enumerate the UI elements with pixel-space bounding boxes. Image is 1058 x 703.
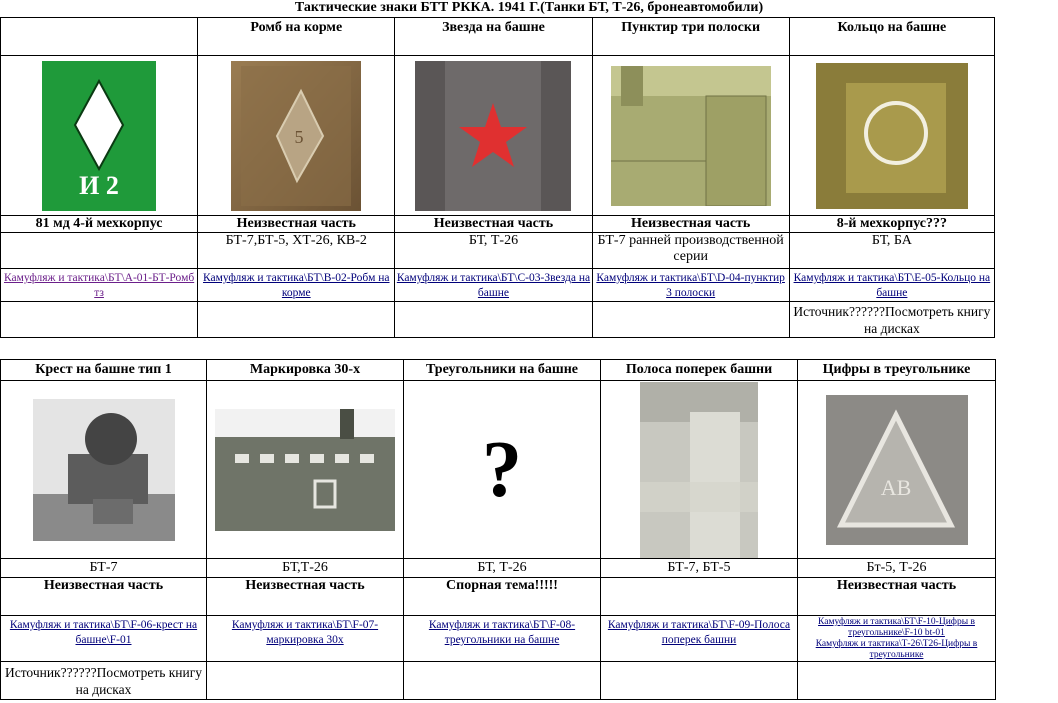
image-cell [1, 381, 207, 559]
unit-cell: Неизвестная часть [798, 578, 996, 616]
folder-link[interactable]: Камуфляж и тактика\БТ\F-08-треугольники на башне [404, 616, 601, 662]
turret-cross-photo [33, 399, 175, 541]
vehicle-cell: БТ-7 [1, 559, 207, 578]
folder-link[interactable]: Камуфляж и тактика\БТ\B-02-Робм на корме [198, 269, 395, 302]
header-cell: Полоса поперек башни [601, 360, 798, 381]
image-cell [798, 381, 996, 559]
unit-cell: Неизвестная часть [1, 578, 207, 616]
image-cell [395, 56, 592, 216]
unit-cell [601, 578, 798, 616]
header-cell: Пунктир три полоски [592, 18, 789, 56]
numbers-triangle-photo [826, 395, 968, 545]
folder-link[interactable]: Камуфляж и тактика\БТ\F-07-маркировка 30х [207, 616, 404, 662]
source-cell [601, 662, 798, 700]
folder-link[interactable]: Камуфляж и тактика\БТ\F-06-крест на башне\F-01 [1, 616, 207, 662]
unit-cell: Неизвестная часть [198, 216, 395, 233]
markings-table-1 [0, 17, 995, 338]
turret-star-photo [415, 61, 571, 211]
svg-text:5: 5 [294, 126, 304, 147]
badge-label: И 2 [79, 170, 119, 200]
source-cell: Источник??????Посмотреть книгу на дисках [789, 302, 994, 338]
source-cell [1, 302, 198, 338]
dashed-stripes-photo [611, 66, 771, 206]
unit-cell: Неизвестная часть [592, 216, 789, 233]
page-title: Тактические знаки БТТ РККА. 1941 Г.(Танки БТ, Т-26, бронеавтомобили) [294, 0, 764, 15]
markings-table-2 [0, 359, 996, 700]
folder-link[interactable]: Камуфляж и тактика\БТ\E-05-Кольцо на башне [789, 269, 994, 302]
svg-text:AB: AB [880, 474, 911, 500]
hull-rhomb-photo [231, 61, 361, 211]
image-cell [592, 56, 789, 216]
unknown-mark: ? [482, 425, 522, 514]
image-cell [1, 56, 198, 216]
header-cell: Ромб на корме [198, 18, 395, 56]
folder-link[interactable]: Камуфляж и тактика\БТ\F-09-Полоса поперек башни [601, 616, 798, 662]
source-cell [798, 662, 996, 700]
diamond-marking-image [42, 61, 156, 211]
vehicle-cell [1, 233, 198, 269]
turret-ring-photo [816, 63, 968, 209]
folder-link[interactable]: Камуфляж и тактика\БТ\C-03-Звезда на башне [395, 269, 592, 302]
vehicle-cell: БТ-7,БТ-5, ХТ-26, КВ-2 [198, 233, 395, 269]
folder-link[interactable]: Камуфляж и тактика\БТ\A-01-БТ-Ромб тз [1, 269, 198, 302]
image-cell [789, 56, 994, 216]
header-cell: Маркировка 30-х [207, 360, 404, 381]
folder-link[interactable]: Камуфляж и тактика\БТ\D-04-пунктир 3 полоски [592, 269, 789, 302]
header-cell [1, 18, 198, 56]
image-cell [198, 56, 395, 216]
unit-cell: Спорная тема!!!!! [404, 578, 601, 616]
unit-cell: 8-й мехкорпус??? [789, 216, 994, 233]
source-cell: Источник??????Посмотреть книгу на дисках [1, 662, 207, 700]
unit-cell: Неизвестная часть [395, 216, 592, 233]
folder-link[interactable]: Камуфляж и тактика\БТ\F-10-Цифры в треугольнике\F-10 bt-01 [818, 617, 975, 638]
header-cell: Кольцо на башне [789, 18, 994, 56]
vehicle-cell: БТ-7, БТ-5 [601, 559, 798, 578]
source-cell [395, 302, 592, 338]
source-cell [592, 302, 789, 338]
source-cell [404, 662, 601, 700]
vehicle-cell: БТ,Т-26 [207, 559, 404, 578]
header-cell: Цифры в треугольнике [798, 360, 996, 381]
turret-stripe-photo [640, 382, 758, 558]
marking-30s-photo [215, 409, 395, 531]
folder-links-cell [798, 616, 996, 662]
source-cell [198, 302, 395, 338]
header-cell: Треугольники на башне [404, 360, 601, 381]
header-cell: Звезда на башне [395, 18, 592, 56]
source-cell [207, 662, 404, 700]
unit-cell: 81 мд 4-й мехкорпус [1, 216, 198, 233]
vehicle-cell: Бт-5, Т-26 [798, 559, 996, 578]
vehicle-cell: БТ-7 ранней производственной серии [592, 233, 789, 269]
folder-link[interactable]: Камуфляж и тактика\Т-26\Т26-Цифры в треугольнике [815, 639, 978, 660]
image-cell [207, 381, 404, 559]
question-cell [404, 381, 601, 559]
vehicle-cell: БТ, Т-26 [404, 559, 601, 578]
vehicle-cell: БТ, БА [789, 233, 994, 269]
vehicle-cell: БТ, Т-26 [395, 233, 592, 269]
unit-cell: Неизвестная часть [207, 578, 404, 616]
image-cell [601, 381, 798, 559]
header-cell: Крест на башне тип 1 [1, 360, 207, 381]
